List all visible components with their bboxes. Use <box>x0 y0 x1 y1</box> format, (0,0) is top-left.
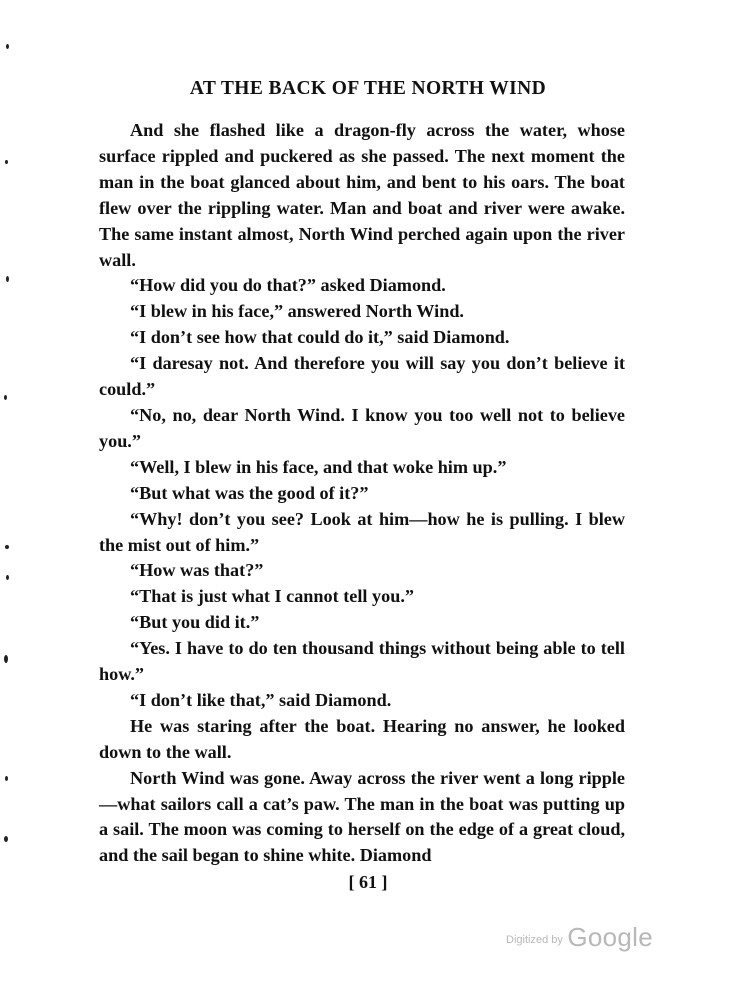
scan-speck <box>4 655 8 663</box>
paragraph: “But what was the good of it?” <box>130 482 369 503</box>
scan-speck <box>6 575 9 580</box>
watermark-prefix: Digitized by <box>506 934 563 946</box>
page-number: [ 61 ] <box>348 872 388 892</box>
scan-speck <box>4 836 8 842</box>
paragraph: He was staring after the boat. Hearing no answer, he looked down to the wall. <box>99 715 625 762</box>
paragraph: “No, no, dear North Wind. I know you too well not to believe you.” <box>99 404 625 451</box>
scan-speck <box>5 776 8 781</box>
scan-speck <box>5 160 8 164</box>
paragraph: “That is just what I cannot tell you.” <box>130 586 414 607</box>
paragraph: “I don’t see how that could do it,” said Diamond. <box>130 327 510 348</box>
scan-speck <box>6 276 9 282</box>
paragraph: “But you did it.” <box>130 612 260 633</box>
paragraph: “I daresay not. And therefore you will say you don’t believe it could.” <box>99 353 625 400</box>
paragraph: “How did you do that?” asked Diamond. <box>130 275 446 296</box>
page-title: AT THE BACK OF THE NORTH WIND <box>189 78 547 99</box>
paragraph: “I blew in his face,” answered North Wind. <box>130 301 464 322</box>
watermark-brand: Google <box>567 922 653 952</box>
paragraph: “How was that?” <box>130 560 264 581</box>
scan-speck <box>6 44 9 49</box>
body-text <box>99 118 625 869</box>
paragraph: And she flashed like a dragon-fly across the water, whose surface rippled and puckered as she passed. The next moment the man in the boat glanced about him, and bent to his oars. The boat flew over the rippling water. Man and boat and river were awake. The same instant almost, North Wind perched again upon the river wall. <box>99 120 625 270</box>
paragraph: “Well, I blew in his face, and that woke him up.” <box>130 456 507 477</box>
paragraph: North Wind was gone. Away across the river went a long ripple—what sailors call a cat’s paw. The man in the boat was putting up a sail. The moon was coming to herself on the edge of a great cloud, and the sail began to shine white. Diamond <box>99 767 625 866</box>
paragraph: “Why! don’t you see? Look at him—how he is pulling. I blew the mist out of him.” <box>99 508 625 555</box>
digitized-watermark <box>506 922 653 953</box>
scan-speck <box>4 395 7 400</box>
paragraph: “Yes. I have to do ten thousand things without being able to tell how.” <box>99 638 625 685</box>
paragraph: “I don’t like that,” said Diamond. <box>130 689 392 710</box>
scan-speck <box>5 545 9 549</box>
